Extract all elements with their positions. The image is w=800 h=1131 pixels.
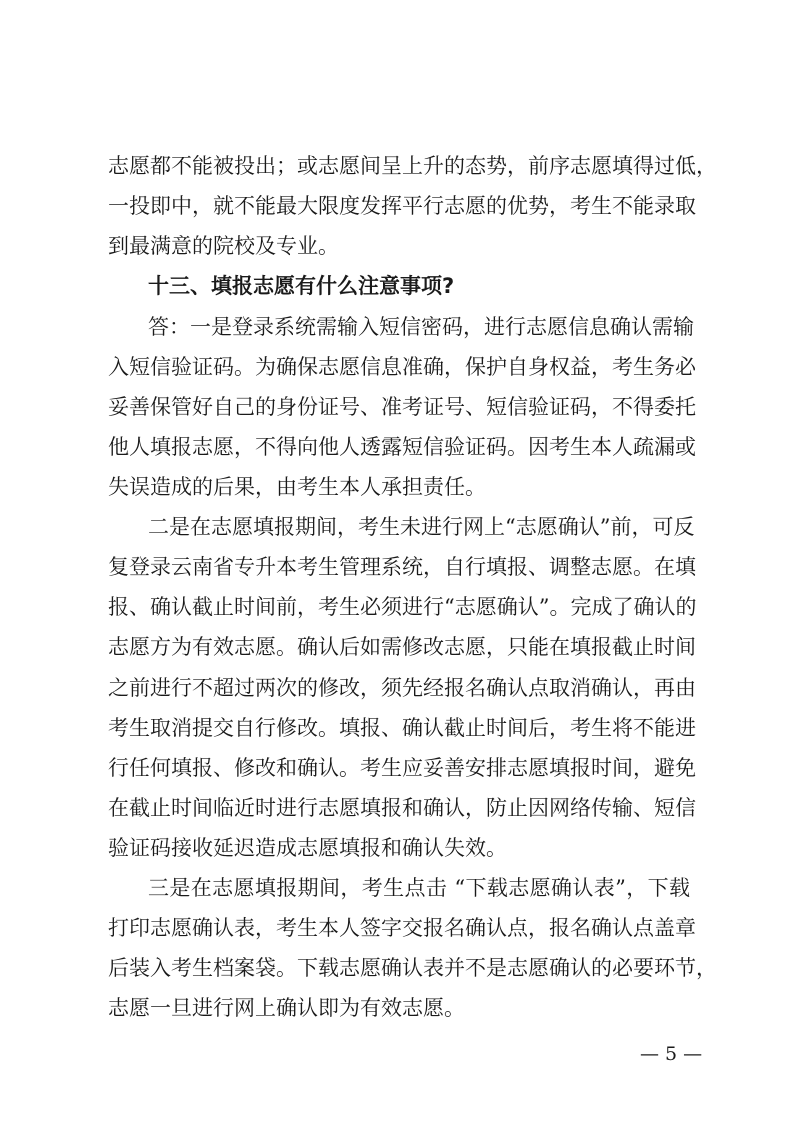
paragraph-line: 行任何填报、修改和确认。考生应妥善安排志愿填报时间，避免 [108,756,696,780]
paragraph-line: 答：一是登录系统需输入短信密码，进行志愿信息确认需输 [148,315,694,339]
paragraph-line: 入短信验证码。为确保志愿信息准确，保护自身权益，考生务必 [108,355,696,379]
paragraph-line: 在截止时间临近时进行志愿填报和确认，防止因网络传输、短信 [108,796,696,820]
paragraph-line: 二是在志愿填报期间，考生未进行网上“志愿确认”前，可反 [148,515,695,539]
paragraph-line: 复登录云南省专升本考生管理系统，自行填报、调整志愿。在填 [108,555,696,579]
paragraph-line: 一投即中，就不能最大限度发挥平行志愿的优势，考生不能录取 [108,194,696,218]
paragraph-line: 到最满意的院校及专业。 [108,234,339,258]
paragraph-line: 三是在志愿填报期间，考生点击 “下载志愿确认表”，下载 [148,876,690,900]
paragraph-line: 志愿都不能被投出；或志愿间呈上升的态势，前序志愿填得过低， [108,154,717,178]
paragraph-line: 打印志愿确认表，考生本人签字交报名确认点，报名确认点盖章 [108,916,696,940]
section-heading: 十三、填报志愿有什么注意事项? [148,274,455,298]
paragraph-line: 失误造成的后果，由考生本人承担责任。 [108,475,486,499]
paragraph-line: 验证码接收延迟造成志愿填报和确认失效。 [108,836,507,860]
paragraph-line: 考生取消提交自行修改。填报、确认截止时间后，考生将不能进 [108,716,696,740]
paragraph-line: 报、确认截止时间前，考生必须进行“志愿确认”。完成了确认的 [108,595,697,619]
paragraph-line: 后装入考生档案袋。下载志愿确认表并不是志愿确认的必要环节， [108,956,717,980]
paragraph-line: 妥善保管好自己的身份证号、准考证号、短信验证码，不得委托 [108,395,696,419]
paragraph-line: 志愿方为有效志愿。确认后如需修改志愿，只能在填报截止时间 [108,635,696,659]
paragraph-line: 他人填报志愿，不得向他人透露短信验证码。因考生本人疏漏或 [108,435,696,459]
paragraph-line: 志愿一旦进行网上确认即为有效志愿。 [108,996,465,1020]
paragraph-line: 之前进行不超过两次的修改，须先经报名确认点取消确认，再由 [108,676,696,700]
page-number: — 5 — [640,1043,703,1065]
